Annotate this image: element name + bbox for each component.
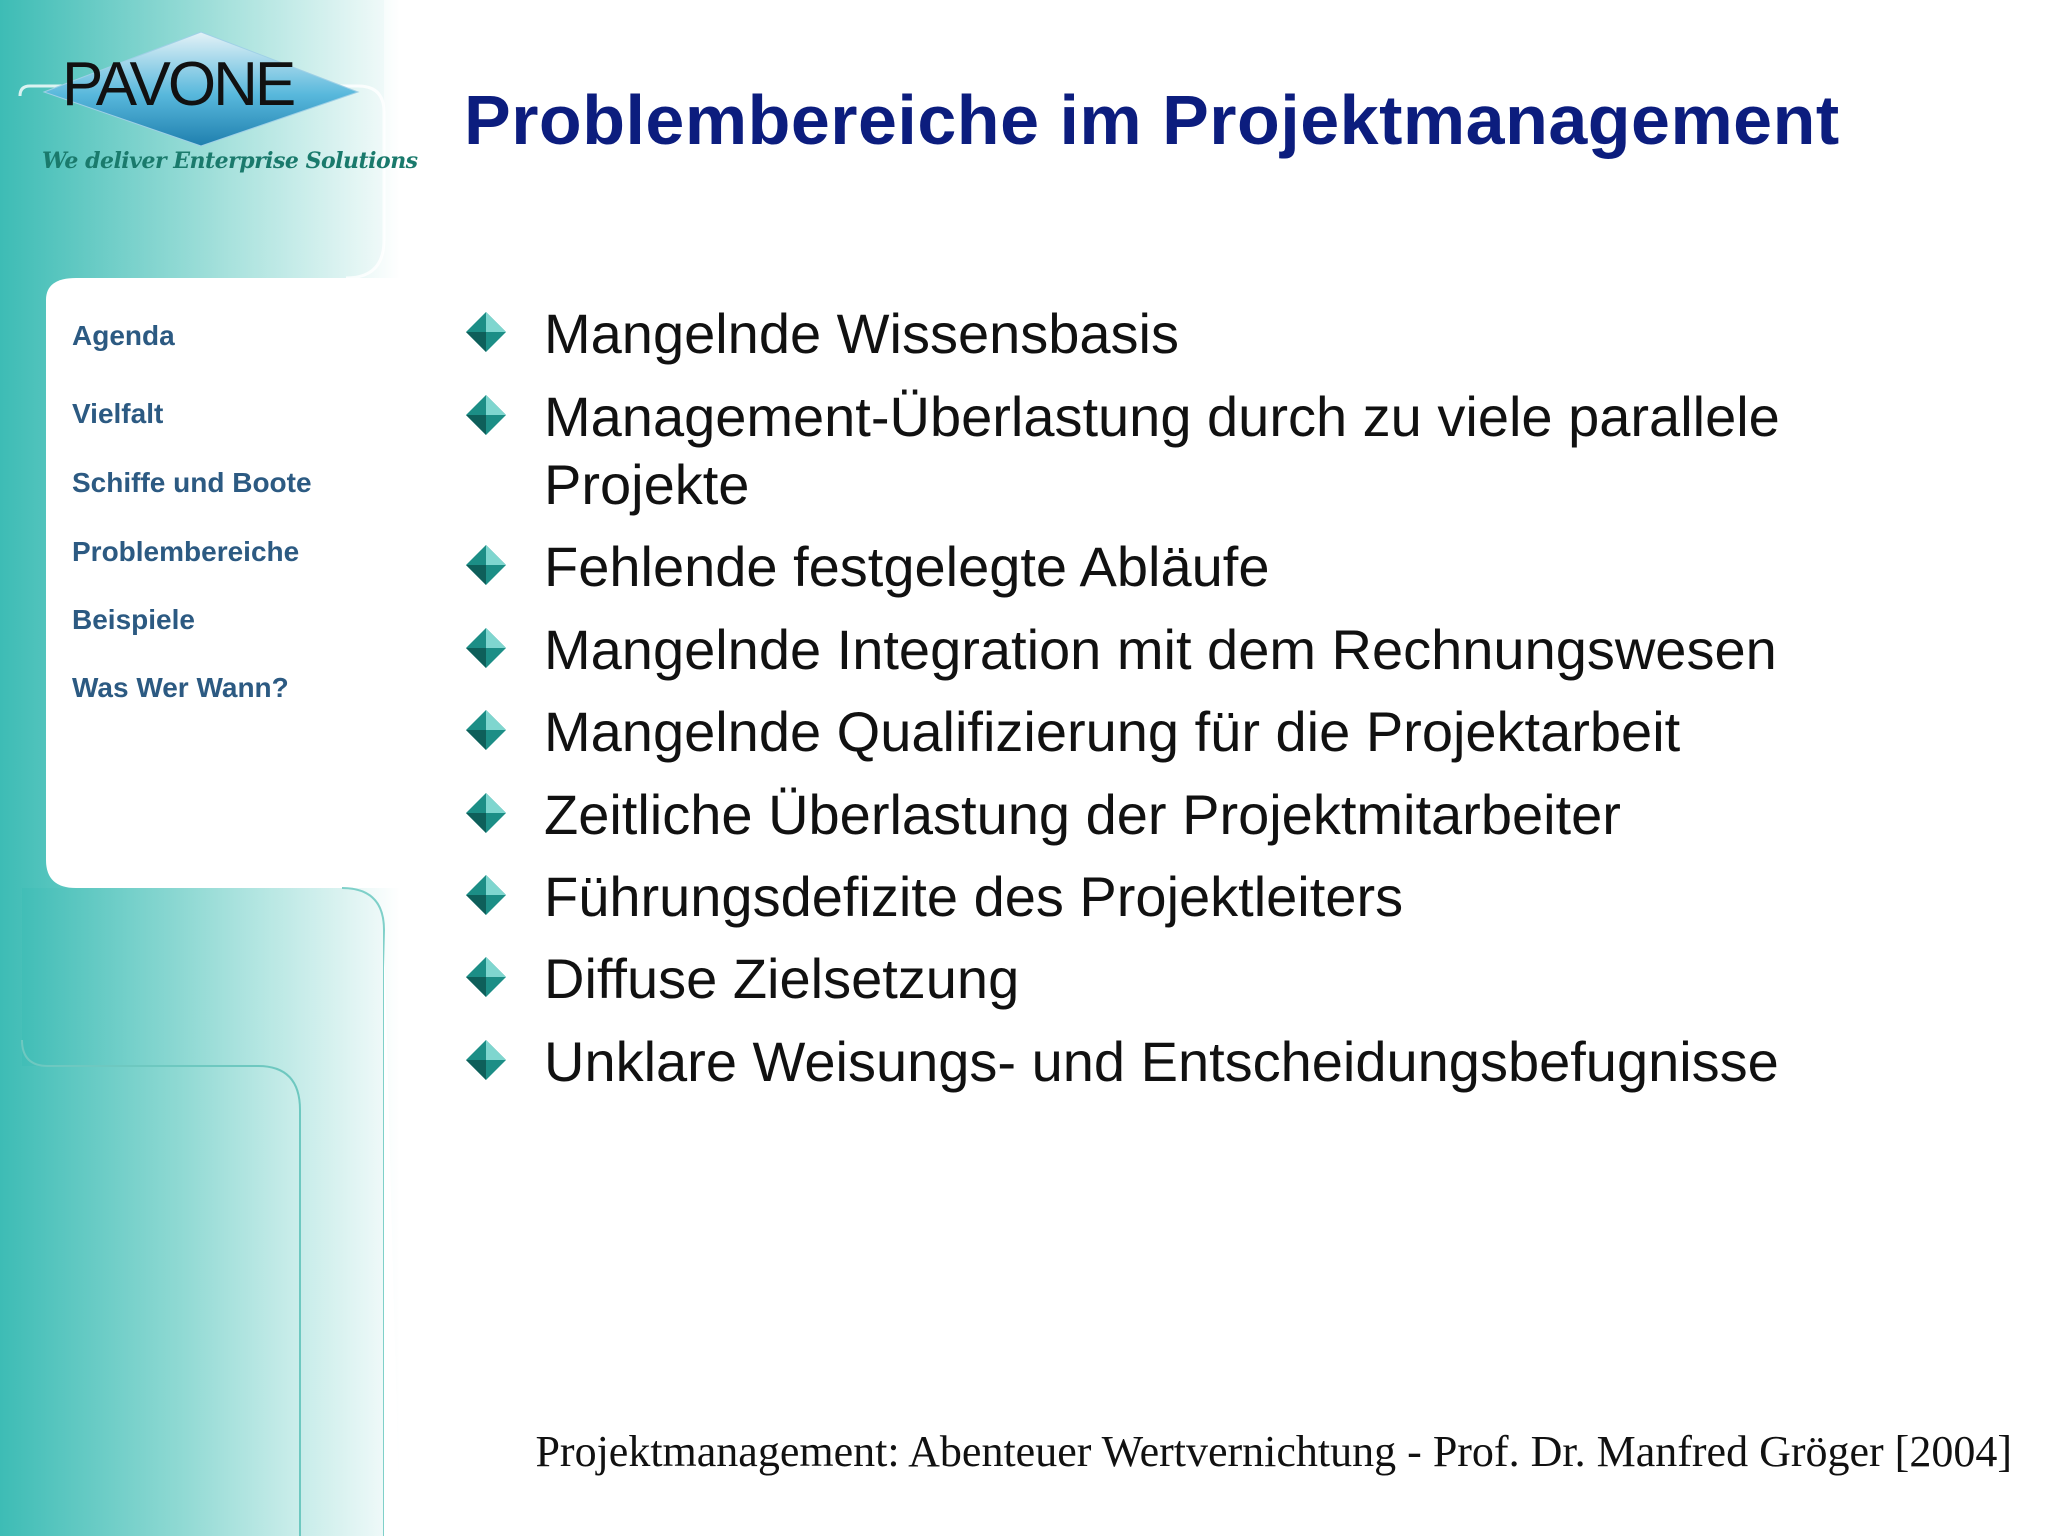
bullet-text: Unklare Weisungs- und Entscheidungsbefugnisse — [544, 1030, 1779, 1093]
sidebar-background — [0, 0, 400, 1536]
nav-item-agenda[interactable]: Agenda — [72, 320, 175, 351]
nav-item-problembereiche[interactable]: Problembereiche — [72, 536, 300, 567]
diamond-bullet-icon — [464, 1038, 508, 1082]
diamond-bullet-icon — [464, 708, 508, 752]
pavone-logo — [36, 28, 418, 198]
diamond-bullet-icon — [464, 626, 508, 670]
logo-tagline: We deliver Enterprise Solutions — [42, 148, 418, 174]
bullet-text: Führungsdefizite des Projektleiters — [544, 865, 1404, 928]
bullet-text: Mangelnde Qualifizierung für die Projektarbeit — [544, 700, 1681, 763]
bullet-text: Mangelnde Integration mit dem Rechnungswesen — [544, 618, 1777, 681]
bullet-text: Mangelnde Wissensbasis — [544, 302, 1179, 365]
nav-item-beispiele[interactable]: Beispiele — [72, 604, 195, 635]
diamond-bullet-icon — [464, 955, 508, 999]
slide-footer-citation: Projektmanagement: Abenteuer Wertvernichtung - Prof. Dr. Manfred Gröger [2004] — [535, 1427, 2012, 1476]
bullet-text: Diffuse Zielsetzung — [544, 947, 1020, 1010]
nav-item-was-wer-wann[interactable]: Was Wer Wann? — [72, 672, 289, 703]
nav-item-vielfalt[interactable]: Vielfalt — [72, 398, 164, 429]
slide-title: Problembereiche im Projektmanagement — [464, 81, 1840, 159]
diamond-bullet-icon — [464, 543, 508, 587]
diamond-bullet-icon — [464, 791, 508, 835]
logo-wordmark: PAVONE — [62, 50, 294, 119]
diamond-bullet-icon — [464, 393, 508, 437]
bullet-text: Management-Überlastung durch zu viele parallele Projekte — [544, 385, 1780, 516]
diamond-bullet-icon — [464, 310, 508, 354]
nav-item-schiffe-und-boote[interactable]: Schiffe und Boote — [72, 467, 312, 498]
bullet-text: Zeitliche Überlastung der Projektmitarbeiter — [544, 783, 1621, 846]
bullet-text: Fehlende festgelegte Abläufe — [544, 535, 1270, 598]
diamond-bullet-icon — [464, 873, 508, 917]
